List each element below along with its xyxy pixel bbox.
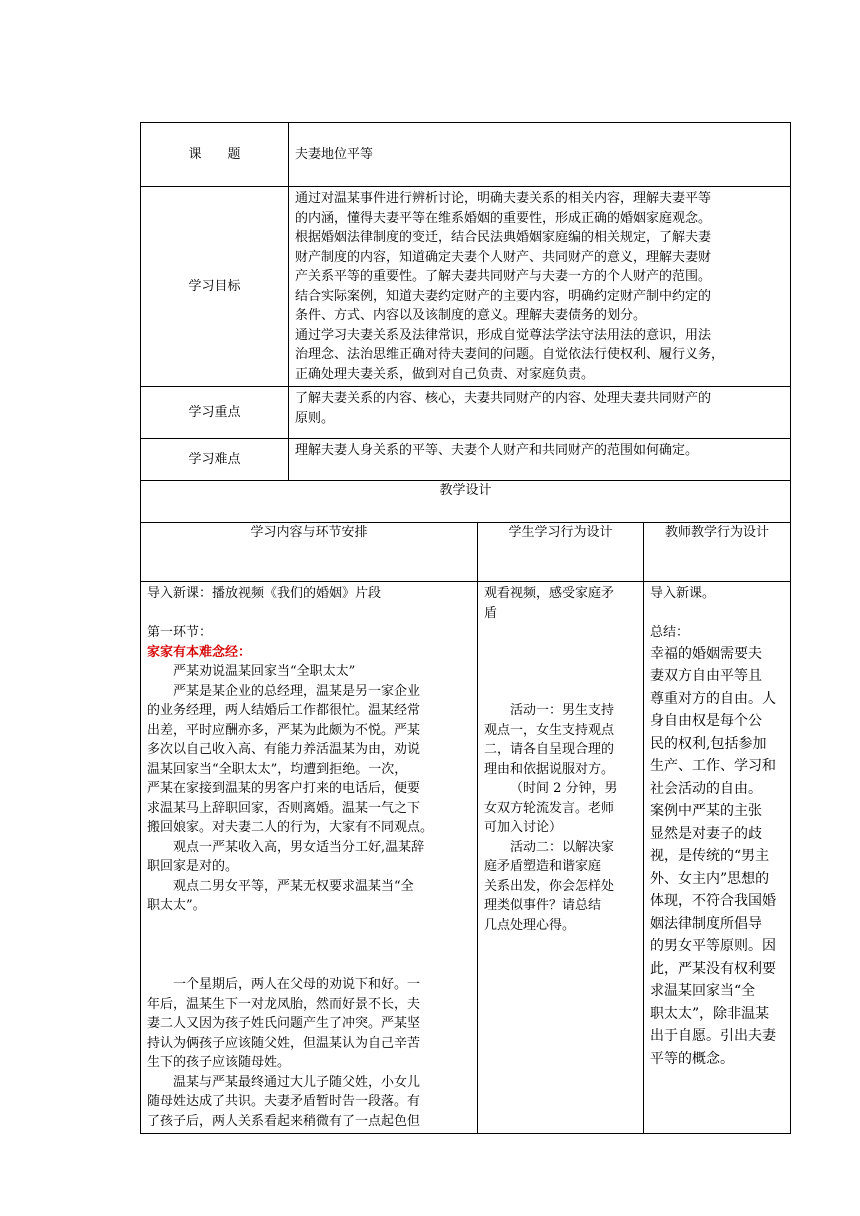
- goals-content: [289, 187, 791, 387]
- section-title: 家家有本难念经：: [147, 644, 252, 660]
- column-header-teacher: 教师教学行为设计: [644, 523, 791, 582]
- teacher-line: 平等的概念。: [650, 1050, 734, 1067]
- view-two-line: 观点二男女平等，严某无权要求温某当“全: [173, 878, 414, 894]
- key-points-row: [141, 387, 791, 439]
- topic-row: [141, 123, 791, 187]
- topic-text: 夫妻地位平等: [295, 146, 374, 162]
- activity-one-line: 二，请各自呈现合理的: [484, 742, 615, 757]
- view-one-line: 观点一严某收入高，男女适当分工好,温某辞: [173, 839, 425, 855]
- teacher-line: 视，是传统的“男主: [650, 848, 770, 864]
- story-line: 随母姓达成了共识。夫妻矛盾暂时告一段落。有: [147, 1094, 421, 1109]
- view-two-line: 职太太”。: [147, 898, 206, 913]
- teacher-column: [644, 582, 791, 1134]
- teacher-line: 尊重对方的自由。人: [650, 690, 776, 707]
- student-column: [478, 582, 644, 1134]
- activity-one-line: 观点一，女生支持观点: [484, 722, 615, 738]
- key-points-line: 了解夫妻关系的内容、核心，夫妻共同财产的内容、处理夫妻共同财产的: [295, 391, 712, 406]
- teacher-summary-label: 总结：: [650, 625, 690, 640]
- difficulty-line: 理解夫妻人身关系的平等、夫妻个人财产和共同财产的范围如何确定。: [295, 443, 699, 458]
- column-header-content: 学习内容与环节安排: [141, 523, 478, 582]
- design-title: 教学设计: [141, 481, 791, 523]
- activity-two-line: 关系出发，你会怎样处: [484, 878, 615, 894]
- design-title-row: [141, 481, 791, 523]
- goals-label: 学习目标: [141, 187, 289, 387]
- story-line: 了孩子后，两人关系看起来稍微有了一点起色但: [147, 1113, 421, 1129]
- story-line: 的业务经理，两人结婚后工作都很忙。温某经常: [147, 703, 421, 718]
- story-line: 搬回娘家。对夫妻二人的行为，大家有不同观点。: [147, 820, 434, 835]
- teacher-line: 外、女主内”思想的: [650, 870, 770, 887]
- story-line: 温某与严某最终通过大儿子随父姓，小女儿: [173, 1074, 421, 1090]
- story-line: 持认为俩孩子应该随父姓，但温某认为自己辛苦: [147, 1035, 421, 1051]
- story-line: 一个星期后，两人在父母的劝说下和好。一: [173, 977, 421, 992]
- story-line: 出差，平时应酬亦多，严某为此颇为不悦。严某: [147, 722, 421, 738]
- teacher-line: 妻双方自由平等且: [650, 668, 762, 684]
- teacher-intro: 导入新课。: [650, 586, 716, 601]
- goals-line: 通过学习夫妻关系及法律常识，形成自觉尊法学法守法用法的意识，用法: [295, 327, 712, 343]
- story-line: 温某回家当“全职太太”，均遭到拒绝。一次，: [147, 761, 408, 777]
- teacher-line: 幸福的婚姻需要夫: [650, 645, 762, 662]
- student-line: 盾: [484, 605, 498, 621]
- teacher-line: 出于自愿。引出夫妻: [650, 1028, 776, 1044]
- topic-value: [289, 123, 791, 187]
- activity-two-line: 活动二：以解决家: [510, 839, 615, 855]
- activity-one-line: 活动一：男生支持: [510, 703, 615, 718]
- activity-one-line: 理由和依据说服对方。: [484, 761, 615, 777]
- key-points-content: [289, 387, 791, 439]
- goals-row: [141, 187, 791, 387]
- teacher-line: 此，严某没有权利要: [650, 960, 776, 977]
- goals-line: 财产制度的内容，知道确定夫妻个人财产、共同财产的意义，理解夫妻财: [295, 249, 712, 265]
- lesson-plan-table: [140, 122, 791, 1134]
- activity-two-line: 庭矛盾塑造和谐家庭: [484, 859, 602, 874]
- teacher-line: 求温某回家当“全: [650, 983, 756, 999]
- activity-row: [141, 582, 791, 1134]
- topic-label: 课 题: [141, 123, 289, 187]
- view-one-line: 职回家是对的。: [147, 859, 239, 874]
- teacher-line: 社会活动的自由。: [650, 780, 762, 797]
- key-points-label: 学习重点: [141, 387, 289, 439]
- difficulty-label: 学习难点: [141, 439, 289, 481]
- teacher-line: 身自由权是每个公: [650, 713, 762, 729]
- goals-line: 的内涵，懂得夫妻平等在维系婚姻的重要性，形成正确的婚姻家庭观念。: [295, 210, 712, 226]
- section-label: 第一环节：: [147, 625, 213, 640]
- content-column: [141, 582, 478, 1134]
- intro-text: 导入新课：播放视频《我们的婚姻》片段: [147, 586, 382, 601]
- teacher-line: 显然是对妻子的歧: [650, 825, 762, 842]
- activity-two-line: 几点处理心得。: [484, 917, 576, 933]
- teacher-line: 的男女平等原则。因: [650, 938, 776, 954]
- time-line: 女双方轮流发言。老师: [484, 800, 615, 816]
- goals-line: 通过对温某事件进行辨析讨论，明确夫妻关系的相关内容，理解夫妻平等: [295, 191, 712, 206]
- teacher-line: 生产、工作、学习和: [650, 758, 776, 774]
- key-points-line: 原则。: [295, 410, 335, 426]
- column-header-student: 学生学习行为设计: [478, 523, 644, 582]
- goals-line: 治理念、法治思维正确对待夫妻间的问题。自觉依法行使权利、履行义务，: [295, 347, 725, 362]
- story-line: 求温某马上辞职回家，否则离婚。温某一气之下: [147, 800, 421, 816]
- activity-two-line: 理类似事件？请总结: [484, 898, 602, 913]
- teacher-line: 职太太”，除非温某: [650, 1005, 770, 1022]
- time-line: （时间 2 分钟，男: [510, 781, 618, 796]
- goals-line: 产关系平等的重要性。了解夫妻共同财产与夫妻一方的个人财产的范围。: [295, 269, 712, 284]
- goals-line: 正确处理夫妻关系，做到对自己负责、对家庭负责。: [295, 366, 595, 382]
- story-line: 年后，温某生下一对龙凤胎，然而好景不长，夫: [147, 996, 421, 1012]
- story-line: 生下的孩子应该随母姓。: [147, 1055, 291, 1070]
- difficulty-content: [289, 439, 791, 481]
- story-line: 严某是某企业的总经理，温某是另一家企业: [173, 683, 421, 699]
- story-line: 多次以自己收入高、有能力养活温某为由，劝说: [147, 742, 421, 757]
- student-line: 观看视频，感受家庭矛: [484, 586, 615, 601]
- teacher-line: 民的权利,包括参加: [650, 735, 767, 752]
- teacher-line: 体现，不符合我国婚: [650, 893, 776, 909]
- goals-line: 条件、方式、内容以及该制度的意义。理解夫妻债务的划分。: [295, 308, 647, 323]
- teacher-line: 案例中严某的主张: [650, 803, 762, 819]
- story-line: 严某在家接到温某的男客户打来的电话后，便要: [147, 781, 421, 796]
- goals-line: 根据婚姻法律制度的变迁，结合民法典婚姻家庭编的相关规定，了解夫妻: [295, 230, 712, 245]
- column-header-row: [141, 523, 791, 582]
- time-line: 可加入讨论）: [484, 820, 563, 835]
- goals-line: 结合实际案例，知道夫妻约定财产的主要内容，明确约定财产制中约定的: [295, 288, 712, 304]
- story-line: 严某劝说温某回家当“全职太太”: [173, 664, 356, 679]
- story-line: 妻二人又因为孩子姓氏问题产生了冲突。严某坚: [147, 1016, 421, 1031]
- difficulty-row: [141, 439, 791, 481]
- teacher-line: 姻法律制度所倡导: [650, 915, 762, 932]
